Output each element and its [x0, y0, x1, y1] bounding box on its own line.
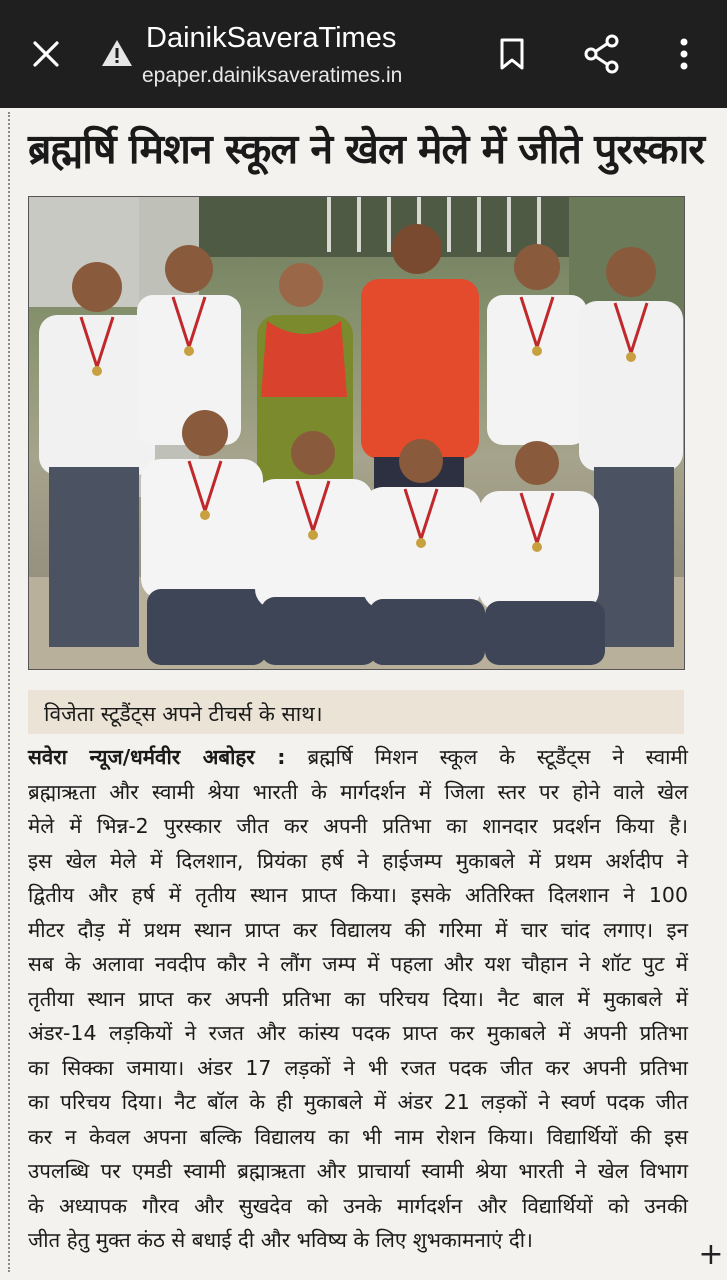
article-line: अंडर-14 लड़कियों ने रजत और कांस्य पदक प्राप्त कर मुकाबले में अपनी प्रतिभा	[28, 1021, 688, 1045]
article-line: के अध्यापक गौरव और सुखदेव को उनके मार्गदर्शन और विद्यार्थियों को उनकी	[28, 1193, 688, 1218]
warning-icon[interactable]	[100, 38, 134, 68]
bookmark-icon	[499, 38, 525, 70]
article-photo[interactable]	[28, 196, 685, 670]
article-headline: ब्रह्मर्षि मिशन स्कूल ने खेल मेले में जीते पुरस्कार	[28, 125, 704, 173]
bookmark-button[interactable]	[492, 34, 532, 74]
article-line: द्वितीय और हर्ष में तृतीय स्थान प्राप्त किया। इसके अतिरिक्त दिलशान ने 100	[28, 883, 688, 907]
close-button[interactable]	[26, 34, 66, 74]
share-button[interactable]	[580, 32, 624, 76]
article-line: मेले में भिन्न-2 पुरस्कार जीत कर अपनी प्रतिभा का शानदार प्रदर्शन किया है।	[28, 814, 688, 838]
article-line: सब के अलावा नवदीप कौर ने लौंग जम्प में पहला और यश चौहान ने शॉट पुट में	[28, 952, 688, 976]
article-line: का सिक्का जमाया। अंडर 17 लड़कों ने भी रजत पदक जीत कर अपनी प्रतिभा	[28, 1055, 688, 1080]
photo-caption: विजेता स्टूडैंट्स अपने टीचर्स के साथ।	[44, 702, 323, 726]
more-menu-button[interactable]	[666, 32, 702, 76]
share-icon	[583, 34, 621, 74]
close-icon	[31, 39, 61, 69]
more-vert-icon	[679, 37, 689, 71]
article-line-text: ब्रह्मर्षि मिशन स्कूल के स्टूडैंट्स ने स्वामी	[307, 745, 688, 769]
column-rule	[8, 112, 10, 1272]
article-line: उपलब्धि पर एमडी स्वामी ब्रह्माऋता और प्राचार्या स्वामी श्रेया भारती ने खेल विभाग	[28, 1159, 688, 1183]
article-line: जीत हेतु मुक्त कंठ से बधाई दी और भविष्य के लिए शुभकामनाएं दी।	[28, 1228, 533, 1252]
zoom-plus-button[interactable]: +	[698, 1237, 724, 1272]
article-line: का परिचय दिया। नैट बॉल के ही मुकाबले में अंडर 21 लड़कों ने स्वर्ण पदक जीत	[28, 1090, 688, 1114]
browser-toolbar	[0, 0, 727, 108]
article-byline: सवेरा न्यूज/धर्मवीर अबोहर :	[28, 745, 286, 769]
article-line: इस खेल मेले में दिलशान, प्रियंका हर्ष ने हाईजम्प मुकाबले में प्रथम अर्शदीप ने	[28, 848, 688, 873]
site-url[interactable]: epaper.dainiksaveratimes.in	[142, 64, 403, 87]
article-line: मीटर दौड़ में प्रथम स्थान प्राप्त कर विद्यालय की गरिमा में चार चांद लगाए। इन	[28, 917, 688, 942]
article-line: तृतीया स्थान प्राप्त कर अपनी प्रतिभा का परिचय दिया। नैट बाल में मुकाबले में	[28, 986, 688, 1011]
group-photo-illustration	[29, 197, 684, 669]
article-line: ब्रह्माऋता और स्वामी श्रेया भारती के मार्गदर्शन में जिला स्तर पर होने वाले खेल	[28, 779, 688, 804]
site-title: DainikSaveraTimes	[146, 22, 397, 54]
article-line	[28, 740, 688, 775]
article-line: कर न केवल अपना बल्कि विद्यालय का भी नाम रोशन किया। विद्यार्थियों की इस	[28, 1124, 688, 1149]
article-body	[28, 740, 688, 1258]
